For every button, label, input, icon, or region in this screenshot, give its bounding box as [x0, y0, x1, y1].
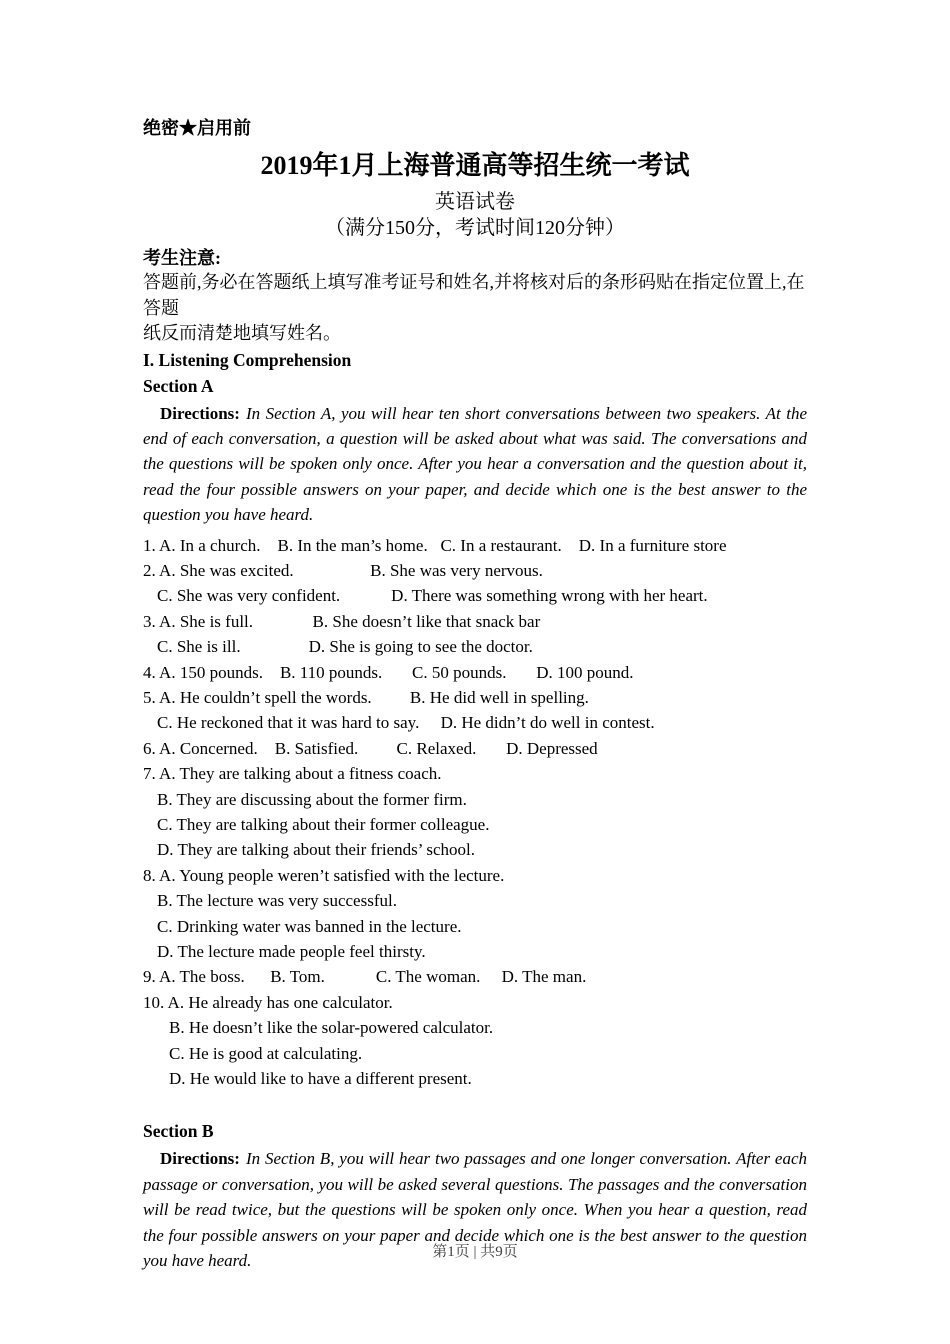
notice-heading: 考生注意:	[143, 248, 221, 268]
notice-line: 纸反而清楚地填写姓名。	[143, 323, 341, 343]
question-line: 10. A. He already has one calculator.	[143, 992, 393, 1012]
question-line: D. They are talking about their friends’ school.	[157, 840, 476, 860]
question-line: D. He would like to have a different present.	[169, 1069, 472, 1089]
question-line: 1. A. In a church. B. In the man’s home. C. In a restaurant. D. In a furniture store	[143, 535, 727, 555]
part1-heading: I. Listening Comprehension	[143, 349, 352, 370]
directions-label: Directions:	[160, 403, 240, 423]
exam-title: 2019年1月上海普通高等招生统一考试	[260, 151, 690, 180]
question-line: C. He is good at calculating.	[169, 1043, 363, 1063]
question-line: 9. A. The boss. B. Tom. C. The woman. D. The man.	[143, 967, 587, 987]
question-line: B. He doesn’t like the solar-powered calculator.	[169, 1018, 494, 1038]
question-line: 7. A. They are talking about a fitness coach.	[143, 764, 442, 784]
notice-line: 答题前,务必在答题纸上填写准考证号和姓名,并将核对后的条形码贴在指定位置上,在答题	[143, 272, 805, 318]
directions-label: Directions:	[160, 1149, 240, 1169]
question-line: C. They are talking about their former colleague.	[157, 815, 490, 834]
exam-page	[143, 118, 807, 1274]
question-line: B. The lecture was very successful.	[157, 891, 397, 911]
question-line: C. Drinking water was banned in the lecture.	[157, 916, 462, 936]
question-line: 4. A. 150 pounds. B. 110 pounds. C. 50 pounds. D. 100 pound.	[143, 662, 634, 682]
section-a-heading: Section A	[143, 375, 214, 396]
question-line: C. She was very confident. D. There was something wrong with her heart.	[157, 586, 708, 606]
question-line: 2. A. She was excited. B. She was very nervous.	[143, 560, 543, 580]
classification-label: 绝密★启用前	[143, 118, 251, 138]
exam-subject: 英语试卷	[435, 191, 515, 213]
question-line: C. She is ill. D. She is going to see the doctor.	[157, 637, 533, 657]
question-line: 8. A. Young people weren’t satisfied with the lecture.	[143, 865, 505, 885]
question-line: 6. A. Concerned. B. Satisfied. C. Relaxed. D. Depressed	[143, 738, 598, 758]
section-a-directions	[143, 401, 807, 528]
directions-text: In Section B, you will hear two passages and one longer conversation. After each passage or conversation, you will be asked several questions. The passages and the conversation will be read twice, but the questions will be spoken only once. When you hear a question, read the four possible answers on your paper and decide which one is the best answer to the question you have heard.	[143, 1149, 807, 1271]
directions-text: In Section A, you will hear ten short conversations between two speakers. At the end of each conversation, a question will be asked about what was said. The conversations and the questions will be spoken only once. After you hear a conversation and the question about it, read the four possible answers on your paper, and decide which one is the best answer to the question you have heard.	[143, 403, 807, 525]
notice-text	[143, 270, 807, 347]
question-line: 3. A. She is full. B. She doesn’t like that snack bar	[143, 611, 541, 631]
section-b-heading: Section B	[143, 1121, 214, 1142]
question-line: 5. A. He couldn’t spell the words. B. He did well in spelling.	[143, 687, 589, 707]
question-line: C. He reckoned that it was hard to say. D. He didn’t do well in contest.	[157, 713, 655, 733]
exam-meta: （满分150分，考试时间120分钟）	[325, 217, 625, 239]
question-list	[143, 533, 807, 1092]
question-line: D. The lecture made people feel thirsty.	[157, 942, 426, 962]
question-line: B. They are discussing about the former firm.	[157, 789, 467, 809]
page-footer: 第1页 | 共9页	[432, 1244, 518, 1260]
